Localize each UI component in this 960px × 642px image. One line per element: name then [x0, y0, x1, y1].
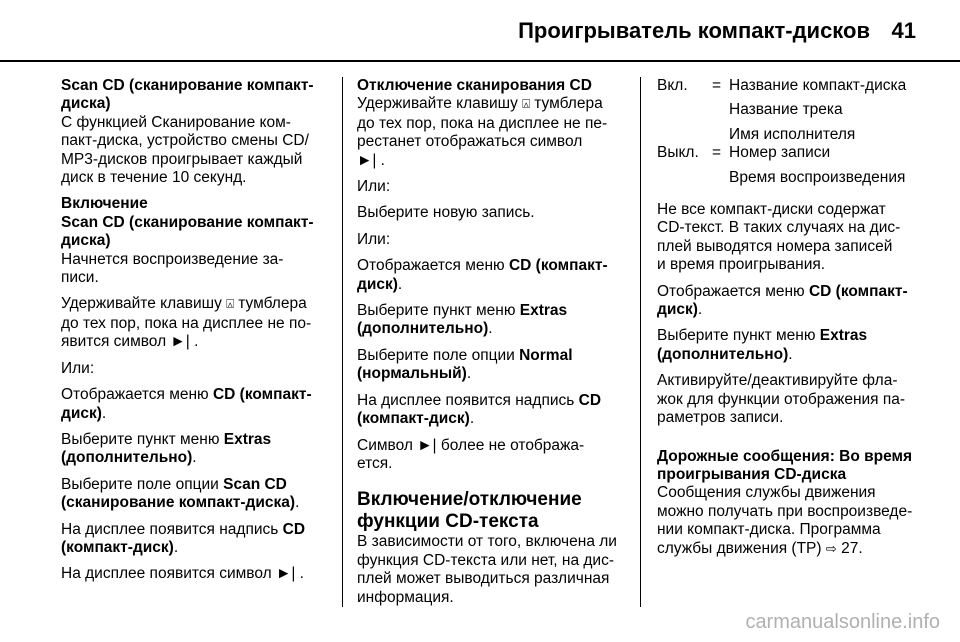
paragraph: Начнется воспроизведение за- писи. — [61, 250, 284, 287]
paragraph: Сообщения службы движения можно получать при воспроизведе- нии компакт-диска. Программа службы движения (TP) ⇨ 27. — [657, 484, 913, 557]
section-heading: Включение/отключение функции CD-текста — [357, 489, 582, 533]
definition-value: Время воспроизведения — [729, 168, 906, 186]
subheading-on: Включение — [61, 195, 148, 213]
paragraph: На дисплее появится символ ►| . — [61, 565, 304, 583]
paragraph: На дисплее появится надпись CD (компакт-диск). — [357, 391, 602, 428]
subheading-scan: Scan CD (сканирование компакт- диска) — [61, 213, 314, 250]
paragraph: Удерживайте клавишу ⍓ тумблера до тех пор, пока на дисплее не по- явится символ ►| . — [61, 295, 312, 351]
paragraph: Выберите новую запись. — [357, 204, 535, 222]
paragraph: На дисплее появится надпись CD (компакт-диск). — [61, 520, 306, 556]
column-1 — [61, 77, 329, 584]
column-3 — [657, 77, 927, 559]
paragraph-or: Или: — [61, 359, 95, 377]
paragraph: Отображается меню CD (компакт- диск). — [357, 257, 608, 293]
paragraph: Выберите пункт меню Extras (дополнительно). — [657, 327, 868, 363]
header-rule — [0, 60, 960, 62]
column-2 — [357, 77, 627, 607]
paragraph: С функцией Сканирование ком- пакт-диска, устройство смены CD/ MP3-дисков проигрывает каждый диск в течение 10 секунд. — [61, 113, 309, 187]
watermark: carmanualsonline.info — [745, 611, 940, 633]
definition-value: Название трека — [729, 101, 843, 119]
paragraph: Отображается меню CD (компакт- диск). — [61, 386, 312, 422]
paragraph: Выберите пункт меню Extras (дополнительно). — [61, 430, 272, 467]
paragraph: В зависимости от того, включена ли функция CD-текста или нет, на дис- плей может выводиться различная информация. — [357, 533, 617, 606]
paragraph: Выберите поле опции Scan CD (сканирование компакт-диска). — [61, 475, 300, 512]
page-header — [0, 0, 960, 70]
paragraph-or: Или: — [357, 178, 391, 196]
paragraph: Выберите поле опции Normal (нормальный). — [357, 346, 573, 383]
section-heading: Scan CD (сканирование компакт- диска) — [61, 77, 314, 113]
column-divider-right — [640, 77, 641, 607]
definition-off: Выкл. = Номер записи — [657, 144, 831, 162]
paragraph: Отображается меню CD (компакт- диск). — [657, 282, 908, 319]
paragraph: Выберите пункт меню Extras (дополнительно). — [357, 302, 568, 338]
page-number: 41 — [891, 18, 916, 43]
definition-value: Имя исполнителя — [729, 125, 856, 143]
reference-arrow-icon: ⇨ — [825, 541, 837, 557]
section-heading: Дорожные сообщения: Во время проигрывания CD-диска — [657, 447, 913, 483]
section-heading: Отключение сканирования CD — [357, 77, 592, 94]
definition-on: Вкл. = Название компакт-диска — [657, 77, 907, 94]
paragraph: Активируйте/деактивируйте фла- жок для функции отображения па- раметров записи. — [657, 372, 906, 427]
column-divider-left — [342, 77, 343, 607]
paragraph-or: Или: — [357, 230, 391, 248]
toggle-up-icon: ⍓ — [226, 297, 234, 313]
paragraph: Символ ►| более не отобража- ется. — [357, 436, 585, 472]
page-title: Проигрыватель компакт-дисков — [518, 18, 870, 43]
paragraph: Удерживайте клавишу ⍓ тумблера до тех пор, пока на дисплее не пе- рестанет отображаться символ ►| . — [357, 95, 608, 169]
toggle-up-icon: ⍓ — [522, 97, 530, 113]
paragraph: Не все компакт-диски содержат CD-текст. В таких случаях на дис- плей выводятся номера записей и время проигрывания. — [657, 201, 901, 274]
